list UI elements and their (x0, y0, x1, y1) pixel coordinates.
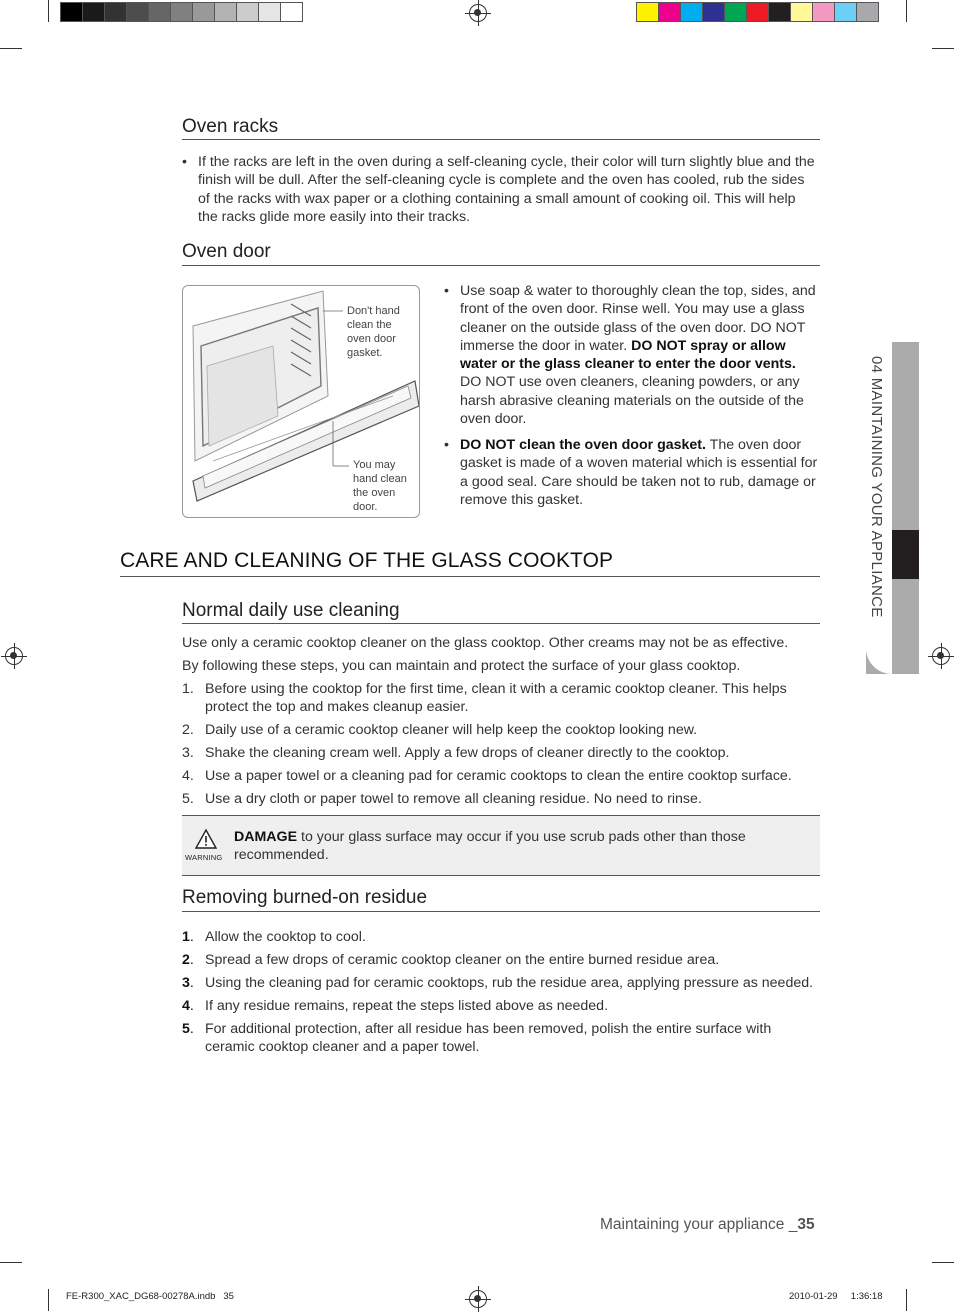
list-item (182, 928, 820, 946)
warning-triangle-icon (195, 829, 217, 849)
list-item-text: Shake the cleaning cream well. Apply a few drops of cleaner directly to the cooktop. (205, 745, 730, 762)
color-swatches (636, 2, 878, 22)
list-item-number: 4. (182, 997, 194, 1014)
color-swatch (812, 2, 835, 22)
crop-mark (932, 48, 954, 49)
heading-rule (182, 139, 820, 140)
color-swatch (790, 2, 813, 22)
heading-rule (182, 911, 820, 912)
list-item-text: Use a dry cloth or paper towel to remove all cleaning residue. No need to rinse. (205, 790, 702, 807)
oven-door-figure (182, 285, 420, 518)
list-item (182, 790, 820, 808)
color-swatch (60, 2, 83, 22)
burned-residue-heading: Removing burned-on residue (182, 887, 428, 908)
color-swatch (636, 2, 659, 22)
crop-mark (906, 1289, 907, 1311)
grayscale-swatches (60, 2, 302, 22)
burned-residue-steps (182, 928, 820, 1061)
normal-cleaning-heading: Normal daily use cleaning (182, 600, 400, 621)
warning-text: DAMAGE to your glass surface may occur if you use scrub pads other than those recommended. (234, 829, 746, 864)
normal-cleaning-intro-1: Use only a ceramic cooktop cleaner on the glass cooktop. Other creams may not be as effective. (182, 635, 789, 651)
list-item (182, 721, 820, 739)
list-item (182, 951, 820, 969)
color-swatch (258, 2, 281, 22)
list-item-number: 1. (182, 929, 194, 945)
warning-box (182, 815, 820, 876)
color-swatch (658, 2, 681, 22)
list-item-text: Before using the cooktop for the first time, clean it with a ceramic cooktop cleaner. This helps protect the top and makes cleanup easier. (205, 681, 787, 716)
crop-mark (0, 48, 22, 49)
list-item-text: Using the cleaning pad for ceramic cooktops, rub the residue area, applying pressure as needed. (205, 974, 814, 991)
list-item-text: Spread a few drops of ceramic cooktop cleaner on the entire burned residue area. (205, 951, 720, 968)
page-footer (600, 1216, 815, 1234)
list-item-text: Use a paper towel or a cleaning pad for ceramic cooktops to clean the entire cooktop surface. (205, 767, 792, 784)
color-swatch (856, 2, 879, 22)
list-item-number: 1. (182, 681, 194, 697)
crop-mark (906, 0, 907, 22)
list-item-text: If any residue remains, repeat the steps listed above as needed. (205, 997, 609, 1014)
registration-mark-icon (469, 1290, 487, 1308)
crop-mark (0, 1262, 22, 1263)
chapter-tab-label: 04 MAINTAINING YOUR APPLIANCE (868, 356, 885, 618)
figure-callout-gasket: Don't hand clean the oven door gasket. (347, 305, 400, 359)
crop-mark (48, 1289, 49, 1311)
list-item (182, 974, 820, 992)
bullet-icon: • (444, 437, 449, 453)
footer-label: Maintaining your appliance _ (600, 1216, 798, 1233)
color-swatch (192, 2, 215, 22)
list-item-number: 4. (182, 767, 194, 784)
list-item (182, 1020, 820, 1057)
color-swatch (746, 2, 769, 22)
section-title: CARE AND CLEANING OF THE GLASS COOKTOP (120, 549, 614, 572)
color-swatch (280, 2, 303, 22)
list-item (182, 744, 820, 762)
list-item-number: 3. (182, 974, 194, 991)
print-slug-file: FE-R300_XAC_DG68-00278A.indb 35 (66, 1291, 234, 1302)
list-item-number: 2. (182, 722, 194, 739)
list-item-period: . (189, 951, 194, 968)
color-swatch (236, 2, 259, 22)
crop-mark (932, 1262, 954, 1263)
color-swatch (724, 2, 747, 22)
list-item (182, 767, 820, 785)
crop-mark (48, 0, 49, 22)
color-swatch (834, 2, 857, 22)
print-slug-date: 2010-01-29 1:36:18 (789, 1291, 883, 1302)
registration-mark-icon (932, 647, 950, 665)
registration-mark-icon (469, 4, 487, 22)
figure-callout-door: You may hand clean the oven door. (353, 459, 407, 513)
bullet-icon: • (182, 154, 187, 170)
color-swatch (82, 2, 105, 22)
list-item-number: 5. (182, 1020, 194, 1037)
chapter-tab-marker (892, 530, 919, 579)
color-swatch (680, 2, 703, 22)
normal-cleaning-steps (182, 680, 820, 813)
color-swatch (214, 2, 237, 22)
list-item-text: Daily use of a ceramic cooktop cleaner will help keep the cooktop looking new. (205, 722, 698, 739)
color-swatch (148, 2, 171, 22)
bullet-icon: • (444, 283, 449, 299)
list-item-period: . (189, 929, 194, 945)
list-item (182, 997, 820, 1015)
list-item-text: For additional protection, after all residue has been removed, polish the entire surface with ceramic cooktop cleaner and a paper towel. (205, 1020, 772, 1055)
list-item-number: 2. (182, 951, 194, 968)
heading-rule (182, 265, 820, 266)
oven-door-heading: Oven door (182, 241, 271, 262)
list-item-number: 5. (182, 790, 194, 807)
list-item-period: . (189, 974, 194, 991)
color-swatch (104, 2, 127, 22)
heading-rule (182, 623, 820, 624)
page-number: 35 (797, 1216, 815, 1233)
color-swatch (126, 2, 149, 22)
section-rule (120, 576, 820, 577)
list-item (182, 680, 820, 717)
list-item-number: 3. (182, 745, 194, 762)
oven-racks-heading: Oven racks (182, 116, 279, 137)
registration-mark-icon (5, 647, 23, 665)
color-swatch (702, 2, 725, 22)
normal-cleaning-intro-2: By following these steps, you can maintain and protect the surface of your glass cooktop. (182, 658, 741, 674)
list-item-period: . (189, 997, 194, 1014)
warning-icon-label: WARNING (185, 853, 223, 862)
color-swatch (170, 2, 193, 22)
list-item-period: . (189, 1020, 194, 1037)
color-swatch (768, 2, 791, 22)
list-item-text: Allow the cooktop to cool. (205, 929, 366, 945)
